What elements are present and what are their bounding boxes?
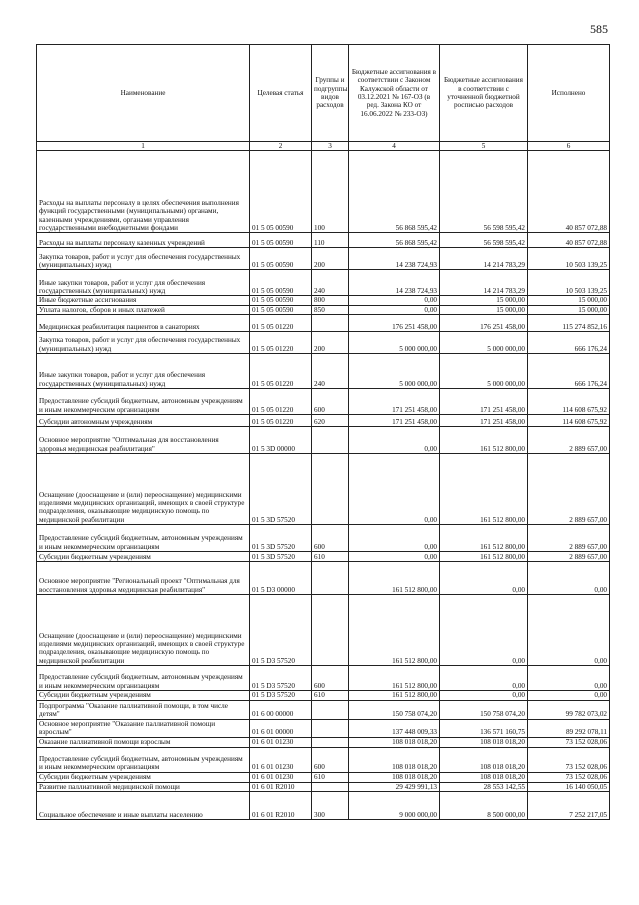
row-code: 01 5 3D 57520 (250, 454, 312, 525)
table-row (37, 719, 610, 737)
table-row (37, 552, 610, 562)
table-row (37, 747, 610, 772)
row-refined: 5 000 000,00 (440, 332, 528, 354)
row-refined: 14 214 783,29 (440, 248, 528, 270)
row-name: Субсидии бюджетным учреждениям (37, 691, 250, 700)
table-row (37, 151, 610, 233)
row-refined: 176 251 458,00 (440, 315, 528, 332)
page-number: 585 (590, 22, 608, 36)
row-group (312, 719, 349, 737)
row-code: 01 5 3D 57520 (250, 525, 312, 552)
table-row (37, 595, 610, 666)
table-row (37, 233, 610, 248)
row-name: Предоставление субсидий бюджетным, автономным учреждениям и иным некоммерческим организациям (37, 525, 250, 552)
row-name: Закупка товаров, работ и услуг для обеспечения государственных (муниципальных) нужд (37, 332, 250, 354)
row-group: 240 (312, 270, 349, 296)
row-executed: 2 889 657,00 (528, 427, 610, 454)
table-row (37, 315, 610, 332)
col-number: 5 (440, 142, 528, 151)
row-code: 01 5 3D 57520 (250, 552, 312, 562)
row-name: Уплата налогов, сборов и иных платежей (37, 305, 250, 314)
row-executed: 666 176,24 (528, 354, 610, 389)
row-refined: 171 251 458,00 (440, 415, 528, 427)
row-group (312, 427, 349, 454)
row-executed: 73 152 028,06 (528, 737, 610, 747)
col-number: 1 (37, 142, 250, 151)
col-number: 6 (528, 142, 610, 151)
row-executed: 0,00 (528, 691, 610, 700)
table-row (37, 332, 610, 354)
row-executed: 10 503 139,25 (528, 248, 610, 270)
table-row (37, 389, 610, 415)
row-name: Предоставление субсидий бюджетным, автономным учреждениям и иным некоммерческим организациям (37, 666, 250, 691)
header-code: Целевая статья (250, 45, 312, 142)
header-law: Бюджетные ассигнования в соответствии с Законом Калужской области от 03.12.2021 № 167-ОЗ (в ред. Закона КО от 16.06.2022 № 233-ОЗ) (349, 45, 440, 142)
row-name: Развитие паллиативной медицинской помощи (37, 782, 250, 791)
row-executed: 89 292 078,11 (528, 719, 610, 737)
row-group: 610 (312, 772, 349, 782)
column-numbers-row (37, 142, 610, 151)
row-refined: 15 000,00 (440, 305, 528, 314)
row-law: 108 018 018,20 (349, 772, 440, 782)
row-refined: 56 598 595,42 (440, 151, 528, 233)
row-group: 100 (312, 151, 349, 233)
row-code: 01 5 D3 57520 (250, 666, 312, 691)
row-group (312, 700, 349, 719)
row-law: 171 251 458,00 (349, 389, 440, 415)
row-group: 610 (312, 552, 349, 562)
row-name: Иные закупки товаров, работ и услуг для обеспечения государственных (муниципальных) нужд (37, 354, 250, 389)
row-name: Основное мероприятие "Оказание паллиативной помощи взрослым" (37, 719, 250, 737)
row-law: 150 758 074,20 (349, 700, 440, 719)
row-executed: 7 252 217,05 (528, 792, 610, 820)
row-executed: 99 782 073,02 (528, 700, 610, 719)
table-row (37, 737, 610, 747)
row-executed: 114 608 675,92 (528, 415, 610, 427)
row-code: 01 6 00 00000 (250, 700, 312, 719)
row-code: 01 5 05 01220 (250, 315, 312, 332)
row-law: 161 512 800,00 (349, 562, 440, 595)
row-refined: 108 018 018,20 (440, 747, 528, 772)
table-row (37, 427, 610, 454)
row-code: 01 5 05 00590 (250, 151, 312, 233)
row-code: 01 5 05 00590 (250, 248, 312, 270)
row-refined: 150 758 074,20 (440, 700, 528, 719)
row-name: Субсидии бюджетным учреждениям (37, 552, 250, 562)
row-group: 600 (312, 389, 349, 415)
row-name: Предоставление субсидий бюджетным, автономным учреждениям и иным некоммерческим организациям (37, 389, 250, 415)
table-row (37, 700, 610, 719)
row-law: 0,00 (349, 305, 440, 314)
row-executed: 0,00 (528, 666, 610, 691)
row-executed: 0,00 (528, 562, 610, 595)
row-code: 01 6 01 01230 (250, 772, 312, 782)
row-name: Оснащение (дооснащение и (или) переоснащение) медицинскими изделиями медицинских организаций, имеющих в своей структуре подразделения, оказывающие медицинскую помощь по медицинской реабилитации (37, 595, 250, 666)
row-group: 200 (312, 332, 349, 354)
row-law: 14 238 724,93 (349, 270, 440, 296)
row-law: 9 000 000,00 (349, 792, 440, 820)
row-code: 01 5 05 00590 (250, 305, 312, 314)
row-group (312, 782, 349, 791)
table-row (37, 562, 610, 595)
header-group: Группы и подгруппы видов расходов (312, 45, 349, 142)
row-law: 171 251 458,00 (349, 415, 440, 427)
row-name: Основное мероприятие "Региональный проект "Оптимальная для восстановления здоровья медицинская реабилитация" (37, 562, 250, 595)
row-group: 610 (312, 691, 349, 700)
table-row (37, 248, 610, 270)
row-code: 01 5 05 01220 (250, 354, 312, 389)
row-group: 620 (312, 415, 349, 427)
col-number: 2 (250, 142, 312, 151)
row-law: 137 448 009,33 (349, 719, 440, 737)
row-name: Расходы на выплаты персоналу в целях обеспечения выполнения функций государственными (муниципальными) органами, казенными учреждениями, органами управления государственными внебюджетными фондами (37, 151, 250, 233)
row-name: Предоставление субсидий бюджетным, автономным учреждениям и иным некоммерческим организациям (37, 747, 250, 772)
row-executed: 73 152 028,06 (528, 747, 610, 772)
row-code: 01 6 01 01230 (250, 737, 312, 747)
row-law: 108 018 018,20 (349, 747, 440, 772)
row-law: 0,00 (349, 427, 440, 454)
row-refined: 0,00 (440, 562, 528, 595)
row-code: 01 6 01 R2010 (250, 792, 312, 820)
row-code: 01 5 05 00590 (250, 270, 312, 296)
row-executed: 40 857 072,88 (528, 233, 610, 248)
row-code: 01 5 05 01220 (250, 389, 312, 415)
row-group: 600 (312, 747, 349, 772)
row-refined: 56 598 595,42 (440, 233, 528, 248)
row-code: 01 6 01 R2010 (250, 782, 312, 791)
table-row (37, 296, 610, 305)
row-executed: 114 608 675,92 (528, 389, 610, 415)
row-name: Подпрограмма "Оказание паллиативной помощи, в том числе детям" (37, 700, 250, 719)
row-name: Медицинская реабилитация пациентов в санаториях (37, 315, 250, 332)
row-refined: 108 018 018,20 (440, 772, 528, 782)
row-law: 0,00 (349, 454, 440, 525)
row-law: 14 238 724,93 (349, 248, 440, 270)
table-row (37, 691, 610, 700)
table-row (37, 666, 610, 691)
row-executed: 115 274 852,16 (528, 315, 610, 332)
row-refined: 0,00 (440, 595, 528, 666)
row-name: Основное мероприятие "Оптимальная для восстановления здоровья медицинская реабилитация" (37, 427, 250, 454)
row-refined: 0,00 (440, 691, 528, 700)
table-row (37, 792, 610, 820)
row-name: Оказание паллиативной помощи взрослым (37, 737, 250, 747)
row-group: 600 (312, 666, 349, 691)
table-row (37, 415, 610, 427)
row-name: Субсидии автономным учреждениям (37, 415, 250, 427)
table-row (37, 305, 610, 314)
row-group (312, 562, 349, 595)
row-name: Расходы на выплаты персоналу казенных учреждений (37, 233, 250, 248)
row-name: Оснащение (дооснащение и (или) переоснащение) медицинскими изделиями медицинских организаций, имеющих в своей структуре подразделения, оказывающие медицинскую помощь по медицинской реабилитации (37, 454, 250, 525)
row-refined: 15 000,00 (440, 296, 528, 305)
header-refined: Бюджетные ассигнования в соответствии с уточненной бюджетной росписью расходов (440, 45, 528, 142)
row-code: 01 5 05 01220 (250, 415, 312, 427)
row-name: Иные бюджетные ассигнования (37, 296, 250, 305)
row-refined: 161 512 800,00 (440, 552, 528, 562)
row-refined: 8 500 000,00 (440, 792, 528, 820)
table-row (37, 454, 610, 525)
row-refined: 171 251 458,00 (440, 389, 528, 415)
col-number: 3 (312, 142, 349, 151)
row-group (312, 454, 349, 525)
row-refined: 5 000 000,00 (440, 354, 528, 389)
table-row (37, 354, 610, 389)
row-refined: 161 512 800,00 (440, 454, 528, 525)
row-code: 01 5 D3 57520 (250, 595, 312, 666)
header-name: Наименование (37, 45, 250, 142)
row-executed: 2 889 657,00 (528, 454, 610, 525)
row-group: 110 (312, 233, 349, 248)
table-row (37, 525, 610, 552)
row-code: 01 5 05 01220 (250, 332, 312, 354)
row-executed: 2 889 657,00 (528, 525, 610, 552)
row-executed: 15 000,00 (528, 296, 610, 305)
row-refined: 136 571 160,75 (440, 719, 528, 737)
row-group: 200 (312, 248, 349, 270)
row-group: 300 (312, 792, 349, 820)
row-group (312, 595, 349, 666)
row-executed: 16 140 050,05 (528, 782, 610, 791)
row-group (312, 737, 349, 747)
row-code: 01 5 05 00590 (250, 233, 312, 248)
col-number: 4 (349, 142, 440, 151)
row-executed: 73 152 028,06 (528, 772, 610, 782)
row-group: 240 (312, 354, 349, 389)
table-row (37, 782, 610, 791)
row-law: 161 512 800,00 (349, 666, 440, 691)
row-code: 01 5 D3 57520 (250, 691, 312, 700)
row-law: 0,00 (349, 552, 440, 562)
row-law: 56 868 595,42 (349, 233, 440, 248)
row-law: 161 512 800,00 (349, 595, 440, 666)
row-law: 108 018 018,20 (349, 737, 440, 747)
row-executed: 15 000,00 (528, 305, 610, 314)
row-refined: 161 512 800,00 (440, 525, 528, 552)
row-law: 29 429 991,13 (349, 782, 440, 791)
row-name: Иные закупки товаров, работ и услуг для обеспечения государственных (муниципальных) нужд (37, 270, 250, 296)
row-law: 161 512 800,00 (349, 691, 440, 700)
table-row (37, 270, 610, 296)
row-group (312, 315, 349, 332)
header-executed: Исполнено (528, 45, 610, 142)
row-law: 5 000 000,00 (349, 332, 440, 354)
row-group: 800 (312, 296, 349, 305)
row-law: 0,00 (349, 525, 440, 552)
row-group: 850 (312, 305, 349, 314)
budget-table (36, 44, 610, 820)
row-executed: 40 857 072,88 (528, 151, 610, 233)
row-code: 01 6 01 01230 (250, 747, 312, 772)
row-refined: 161 512 800,00 (440, 427, 528, 454)
row-name: Закупка товаров, работ и услуг для обеспечения государственных (муниципальных) нужд (37, 248, 250, 270)
row-refined: 28 553 142,55 (440, 782, 528, 791)
row-code: 01 5 D3 00000 (250, 562, 312, 595)
row-law: 56 868 595,42 (349, 151, 440, 233)
row-law: 5 000 000,00 (349, 354, 440, 389)
row-executed: 2 889 657,00 (528, 552, 610, 562)
row-code: 01 5 3D 00000 (250, 427, 312, 454)
row-refined: 0,00 (440, 666, 528, 691)
row-executed: 10 503 139,25 (528, 270, 610, 296)
table-header (37, 45, 610, 151)
row-executed: 666 176,24 (528, 332, 610, 354)
row-refined: 108 018 018,20 (440, 737, 528, 747)
row-law: 0,00 (349, 296, 440, 305)
table-body (37, 151, 610, 820)
row-executed: 0,00 (528, 595, 610, 666)
row-law: 176 251 458,00 (349, 315, 440, 332)
row-name: Субсидии бюджетным учреждениям (37, 772, 250, 782)
row-name: Социальное обеспечение и иные выплаты населению (37, 792, 250, 820)
row-code: 01 6 01 00000 (250, 719, 312, 737)
table-row (37, 772, 610, 782)
row-refined: 14 214 783,29 (440, 270, 528, 296)
row-code: 01 5 05 00590 (250, 296, 312, 305)
row-group: 600 (312, 525, 349, 552)
